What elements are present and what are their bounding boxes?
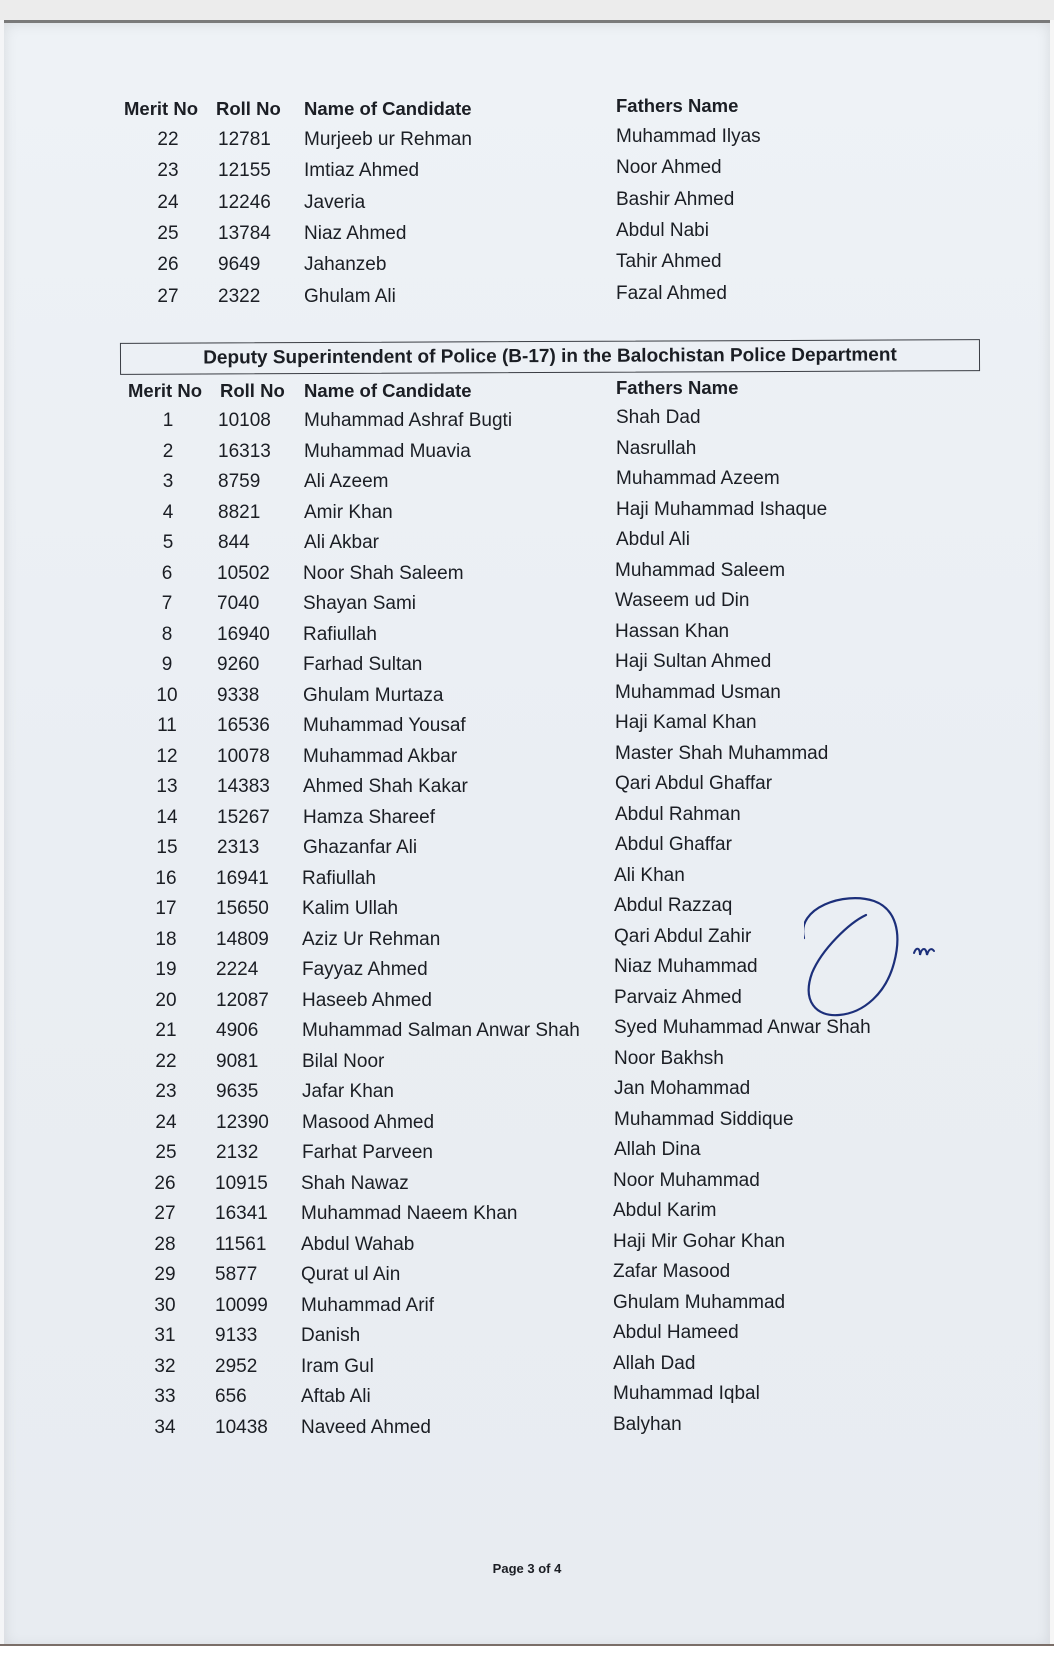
- merit-no-cell: 34: [154, 1416, 176, 1438]
- roll-no-cell: 11561: [215, 1233, 267, 1255]
- fathers-name-cell: Muhammad Usman: [615, 681, 781, 703]
- roll-no-cell: 10915: [215, 1172, 268, 1194]
- candidate-name-cell: Farhat Parveen: [302, 1142, 433, 1163]
- merit-no-cell: 13: [156, 776, 178, 797]
- merit-no-cell: 19: [155, 959, 177, 980]
- table-row: [4, 437, 1050, 471]
- merit-no-cell: 22: [157, 129, 179, 150]
- fathers-name-cell: Fazal Ahmed: [616, 282, 727, 304]
- candidate-name-cell: Muhammad Yousaf: [303, 715, 466, 736]
- candidate-name-cell: Murjeeb ur Rehman: [304, 129, 472, 150]
- roll-no-cell: 10078: [217, 745, 270, 767]
- table-row: [4, 1169, 1050, 1203]
- roll-no-cell: 8759: [218, 471, 261, 492]
- roll-no-cell: 8821: [218, 501, 261, 523]
- candidate-name-cell: Hamza Shareef: [303, 806, 436, 828]
- roll-no-cell: 16940: [217, 623, 270, 645]
- table-row: [4, 1383, 1050, 1416]
- header-roll-no: Roll No: [220, 380, 285, 401]
- roll-no-cell: 9133: [215, 1325, 258, 1346]
- candidate-name-cell: Aziz Ur Rehman: [302, 928, 441, 950]
- table-row: [4, 712, 1050, 745]
- merit-no-cell: 16: [155, 867, 177, 889]
- header-merit-no: Merit No: [124, 98, 198, 119]
- fathers-name-cell: Shah Dad: [616, 407, 701, 428]
- candidate-name-cell: Haseeb Ahmed: [302, 989, 432, 1011]
- fathers-name-cell: Allah Dad: [613, 1352, 696, 1374]
- roll-no-cell: 9338: [217, 684, 260, 706]
- merit-no-cell: 27: [157, 285, 179, 307]
- candidate-name-cell: Shah Nawaz: [301, 1172, 409, 1194]
- table-row: [4, 1230, 1050, 1264]
- section2-title-box: [120, 339, 980, 375]
- roll-no-cell: 2322: [218, 285, 261, 307]
- fathers-name-cell: Syed Muhammad Anwar Shah: [614, 1017, 871, 1038]
- fathers-name-cell: Noor Muhammad: [613, 1169, 760, 1191]
- table-row: [4, 1047, 1050, 1081]
- header-fathers-name: Fathers Name: [616, 377, 739, 398]
- merit-no-cell: 29: [154, 1264, 176, 1285]
- fathers-name-cell: Abdul Nabi: [616, 219, 709, 241]
- fathers-name-cell: Abdul Hameed: [613, 1322, 739, 1343]
- merit-no-cell: 14: [156, 806, 178, 828]
- candidate-name-cell: Iram Gul: [301, 1355, 374, 1377]
- merit-no-cell: 12: [156, 745, 178, 767]
- fathers-name-cell: Qari Abdul Ghaffar: [615, 773, 773, 794]
- fathers-name-cell: Zafar Masood: [613, 1261, 731, 1282]
- merit-no-cell: 10: [156, 684, 178, 706]
- candidate-name-cell: Ahmed Shah Kakar: [303, 776, 468, 797]
- candidate-name-cell: Aftab Ali: [301, 1386, 371, 1407]
- merit-no-cell: 1: [162, 410, 174, 431]
- roll-no-cell: 16941: [216, 867, 269, 889]
- merit-no-cell: 2: [162, 440, 174, 462]
- roll-no-cell: 15650: [216, 898, 269, 919]
- fathers-name-cell: Master Shah Muhammad: [615, 742, 829, 764]
- photo-top-edge: [0, 0, 1054, 20]
- merit-no-cell: 24: [157, 191, 179, 213]
- section2-title: Deputy Superintendent of Police (B-17) in the Balochistan Police Department: [203, 344, 897, 369]
- table-row: [4, 590, 1050, 623]
- page-footer: [4, 1561, 1050, 1576]
- fathers-name-cell: Hassan Khan: [615, 620, 730, 642]
- table-row: [4, 742, 1050, 776]
- fathers-name-cell: Muhammad Iqbal: [613, 1383, 760, 1404]
- merit-no-cell: 8: [161, 623, 173, 645]
- roll-no-cell: 656: [215, 1386, 247, 1407]
- candidate-name-cell: Bilal Noor: [302, 1050, 385, 1072]
- merit-no-cell: 6: [161, 562, 173, 584]
- roll-no-cell: 16536: [217, 715, 270, 736]
- roll-no-cell: 10502: [217, 562, 270, 584]
- fathers-name-cell: Qari Abdul Zahir: [614, 925, 752, 947]
- fathers-name-cell: Abdul Razzaq: [614, 895, 733, 916]
- candidate-name-cell: Muhammad Salman Anwar Shah: [302, 1020, 580, 1041]
- fathers-name-cell: Ali Khan: [614, 864, 685, 886]
- roll-no-cell: 16341: [215, 1203, 268, 1224]
- roll-no-cell: 5877: [215, 1264, 258, 1285]
- roll-no-cell: 9635: [216, 1081, 259, 1102]
- candidate-name-cell: Muhammad Ashraf Bugti: [304, 410, 513, 431]
- roll-no-cell: 12155: [218, 160, 271, 182]
- merit-no-cell: 7: [161, 593, 173, 614]
- table-row: [4, 773, 1050, 806]
- table-row: [4, 834, 1050, 867]
- merit-no-cell: 26: [157, 254, 179, 276]
- roll-no-cell: 2224: [216, 959, 259, 980]
- merit-no-cell: 18: [155, 928, 177, 950]
- candidate-name-cell: Rafiullah: [303, 623, 377, 645]
- fathers-name-cell: Muhammad Azeem: [616, 468, 780, 489]
- candidate-name-cell: Kalim Ullah: [302, 898, 399, 919]
- candidate-name-cell: Farhad Sultan: [303, 654, 423, 675]
- table-row: [4, 219, 1050, 253]
- candidate-name-cell: Amir Khan: [304, 501, 393, 523]
- table-row: [4, 468, 1050, 501]
- table-row: [4, 251, 1050, 284]
- fathers-name-cell: Abdul Ali: [616, 529, 690, 550]
- fathers-name-cell: Muhammad Ilyas: [616, 126, 761, 147]
- merit-no-cell: 11: [157, 715, 177, 736]
- candidate-name-cell: Ghulam Murtaza: [303, 684, 444, 706]
- fathers-name-cell: Muhammad Siddique: [614, 1108, 794, 1130]
- candidate-name-cell: Rafiullah: [302, 867, 376, 889]
- merit-no-cell: 17: [155, 898, 177, 919]
- table-row: [4, 188, 1050, 222]
- fathers-name-cell: Muhammad Saleem: [615, 559, 786, 581]
- fathers-name-cell: Noor Bakhsh: [614, 1047, 724, 1069]
- candidate-name-cell: Masood Ahmed: [302, 1111, 435, 1133]
- roll-no-cell: 14809: [216, 928, 269, 950]
- table-row: [4, 1291, 1050, 1325]
- fathers-name-cell: Abdul Karim: [613, 1200, 717, 1221]
- merit-no-cell: 33: [154, 1386, 176, 1407]
- candidate-name-cell: Noor Shah Saleem: [303, 562, 464, 584]
- fathers-name-cell: Niaz Muhammad: [614, 956, 758, 977]
- table-row: [4, 282, 1050, 316]
- table-row: [4, 498, 1050, 532]
- table-row: [4, 407, 1050, 440]
- candidate-name-cell: Fayyaz Ahmed: [302, 959, 428, 980]
- candidate-name-cell: Danish: [301, 1325, 361, 1346]
- header-roll-no: Roll No: [216, 98, 281, 119]
- roll-no-cell: 12246: [218, 191, 271, 213]
- table-row: [4, 1139, 1050, 1172]
- merit-no-cell: 15: [156, 837, 178, 858]
- merit-no-cell: 23: [157, 160, 179, 182]
- header-candidate-name: Name of Candidate: [304, 98, 472, 119]
- table-row: [4, 157, 1050, 190]
- merit-no-cell: 31: [154, 1325, 176, 1346]
- fathers-name-cell: Noor Ahmed: [616, 157, 722, 179]
- fathers-name-cell: Haji Sultan Ahmed: [615, 651, 772, 672]
- candidate-name-cell: Imtiaz Ahmed: [304, 160, 420, 182]
- merit-no-cell: 23: [155, 1081, 177, 1102]
- candidate-name-cell: Ghazanfar Ali: [303, 837, 418, 858]
- fathers-name-cell: Waseem ud Din: [615, 590, 750, 611]
- candidate-name-cell: Abdul Wahab: [301, 1233, 415, 1255]
- table-row: [4, 529, 1050, 562]
- candidate-name-cell: Jafar Khan: [302, 1081, 394, 1102]
- merit-no-cell: 5: [162, 532, 174, 553]
- table-row: [4, 126, 1050, 159]
- roll-no-cell: 14383: [217, 776, 270, 797]
- page-number-label: Page 3 of 4: [492, 1561, 562, 1576]
- table-row: [4, 1261, 1050, 1294]
- roll-no-cell: 10108: [218, 410, 271, 431]
- fathers-name-cell: Abdul Rahman: [615, 803, 741, 825]
- signature-mark: [804, 893, 954, 1043]
- header-candidate-name: Name of Candidate: [304, 380, 472, 401]
- document-page: [4, 20, 1050, 1647]
- header-merit-no: Merit No: [128, 380, 202, 401]
- merit-no-cell: 22: [155, 1050, 177, 1072]
- table-row: [4, 1322, 1050, 1355]
- merit-no-cell: 26: [154, 1172, 176, 1194]
- merit-no-cell: 28: [154, 1233, 176, 1255]
- candidate-name-cell: Ali Akbar: [304, 532, 379, 553]
- merit-no-cell: 32: [154, 1355, 176, 1377]
- roll-no-cell: 9260: [217, 654, 260, 675]
- candidate-name-cell: Muhammad Muavia: [304, 440, 471, 462]
- roll-no-cell: 12781: [218, 129, 271, 150]
- table-row: [4, 1200, 1050, 1233]
- section1-header-row: [4, 95, 1050, 128]
- roll-no-cell: 10438: [215, 1416, 268, 1438]
- fathers-name-cell: Parvaiz Ahmed: [614, 986, 742, 1008]
- merit-no-cell: 24: [155, 1111, 177, 1133]
- candidate-name-cell: Muhammad Akbar: [303, 745, 458, 767]
- roll-no-cell: 16313: [218, 440, 271, 462]
- candidate-name-cell: Qurat ul Ain: [301, 1264, 401, 1285]
- candidate-name-cell: Shayan Sami: [303, 593, 417, 614]
- merit-no-cell: 3: [162, 471, 174, 492]
- roll-no-cell: 2132: [216, 1142, 259, 1163]
- candidate-name-cell: Niaz Ahmed: [304, 222, 407, 244]
- roll-no-cell: 13784: [218, 222, 271, 244]
- table-row: [4, 681, 1050, 715]
- fathers-name-cell: Nasrullah: [616, 437, 697, 459]
- roll-no-cell: 2313: [217, 837, 260, 858]
- roll-no-cell: 2952: [215, 1355, 258, 1377]
- fathers-name-cell: Jan Mohammad: [614, 1078, 751, 1099]
- fathers-name-cell: Balyhan: [613, 1413, 682, 1435]
- fathers-name-cell: Haji Muhammad Ishaque: [616, 498, 828, 520]
- section2-header-row: [4, 377, 1050, 410]
- candidate-name-cell: Muhammad Naeem Khan: [301, 1203, 518, 1224]
- candidate-name-cell: Jahanzeb: [304, 254, 387, 276]
- merit-no-cell: 21: [155, 1020, 177, 1041]
- table-row: [4, 1108, 1050, 1142]
- photo-right-edge: [1050, 20, 1054, 1644]
- roll-no-cell: 9081: [216, 1050, 259, 1072]
- table-row: [4, 559, 1050, 593]
- roll-no-cell: 844: [218, 532, 250, 553]
- table-row: [4, 620, 1050, 654]
- merit-no-cell: 4: [162, 501, 174, 523]
- fathers-name-cell: Abdul Ghaffar: [615, 834, 732, 855]
- merit-no-cell: 9: [161, 654, 173, 675]
- roll-no-cell: 9649: [218, 254, 261, 276]
- candidate-name-cell: Javeria: [304, 191, 366, 213]
- table-row: [4, 651, 1050, 684]
- fathers-name-cell: Haji Mir Gohar Khan: [613, 1230, 786, 1252]
- merit-no-cell: 20: [155, 989, 177, 1011]
- merit-no-cell: 27: [154, 1203, 176, 1224]
- table-row: [4, 1352, 1050, 1386]
- merit-no-cell: 25: [157, 222, 179, 244]
- fathers-name-cell: Bashir Ahmed: [616, 188, 735, 210]
- table-row: [4, 1413, 1050, 1447]
- roll-no-cell: 12390: [216, 1111, 269, 1133]
- fathers-name-cell: Tahir Ahmed: [616, 251, 722, 273]
- roll-no-cell: 10099: [215, 1294, 268, 1316]
- fathers-name-cell: Haji Kamal Khan: [615, 712, 757, 733]
- roll-no-cell: 15267: [217, 806, 270, 828]
- candidate-name-cell: Muhammad Arif: [301, 1294, 435, 1316]
- candidate-name-cell: Naveed Ahmed: [301, 1416, 431, 1438]
- roll-no-cell: 7040: [217, 593, 260, 614]
- candidate-name-cell: Ali Azeem: [304, 471, 389, 492]
- candidate-name-cell: Ghulam Ali: [304, 285, 396, 307]
- roll-no-cell: 4906: [216, 1020, 259, 1041]
- table-row: [4, 1078, 1050, 1111]
- merit-no-cell: 25: [155, 1142, 177, 1163]
- header-fathers-name: Fathers Name: [616, 95, 739, 116]
- merit-no-cell: 30: [154, 1294, 176, 1316]
- fathers-name-cell: Ghulam Muhammad: [613, 1291, 786, 1313]
- roll-no-cell: 12087: [216, 989, 269, 1011]
- fathers-name-cell: Allah Dina: [614, 1139, 701, 1160]
- table-row: [4, 803, 1050, 837]
